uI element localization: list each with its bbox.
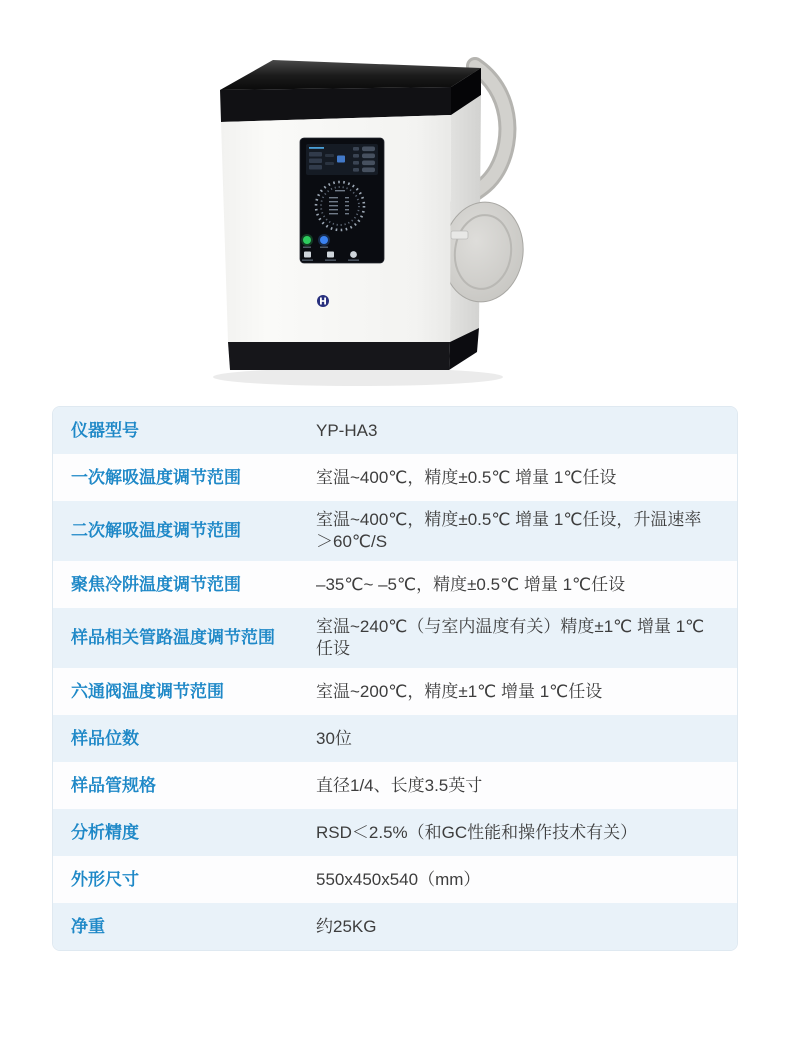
spec-table [52,406,738,951]
spec-value: 30位 [316,728,352,748]
table-row [53,501,737,561]
product-section [0,0,790,406]
brand-logo-icon [317,295,329,307]
spec-value: 约25KG [316,916,377,936]
spec-label: 二次解吸温度调节范围 [71,521,241,540]
spec-label: 外形尺寸 [71,869,139,889]
table-row [53,454,737,501]
spec-label: 净重 [71,916,105,936]
spec-value: 室温~240℃（与室内温度有关）精度±1℃ 增量 1℃任设 [316,617,705,658]
spec-label: 仪器型号 [71,420,139,440]
spec-value: YP-HA3 [316,420,378,440]
table-row [53,809,737,856]
table-row [53,561,737,608]
spec-label: 一次解吸温度调节范围 [71,467,241,487]
spec-value: 室温~400℃，精度±0.5℃ 增量 1℃任设 [316,467,617,487]
floor-shadow [213,368,503,386]
table-row [53,856,737,903]
spec-value: 直径1/4、长度3.5英寸 [316,775,483,795]
table-row [53,668,737,715]
spec-label: 样品相关管路温度调节范围 [71,628,275,647]
table-row [53,715,737,762]
spec-label: 六通阀温度调节范围 [71,681,224,701]
spec-value: 室温~400℃，精度±0.5℃ 增量 1℃任设，升温速率＞60℃/S [316,510,702,551]
spec-label: 分析精度 [71,822,139,842]
spec-value: RSD＜2.5%（和GC性能和操作技术有关） [316,822,638,842]
table-row [53,407,737,454]
spec-label: 样品管规格 [71,775,156,795]
spec-label: 聚焦冷阱温度调节范围 [71,574,241,594]
control-screen [306,144,378,175]
table-row [53,903,737,950]
spec-value: 550x450x540（mm） [316,869,481,889]
product-photo [203,50,535,397]
control-panel [300,138,384,263]
spec-label: 样品位数 [71,728,139,748]
table-row [53,762,737,809]
reel-bracket [451,231,468,239]
instrument-illustration [203,50,535,392]
table-row [53,608,737,668]
instrument-lid [220,60,481,122]
spec-value: –35℃~ –5℃，精度±0.5℃ 增量 1℃任设 [316,574,626,594]
spec-value: 室温~200℃，精度±1℃ 增量 1℃任设 [316,681,603,701]
